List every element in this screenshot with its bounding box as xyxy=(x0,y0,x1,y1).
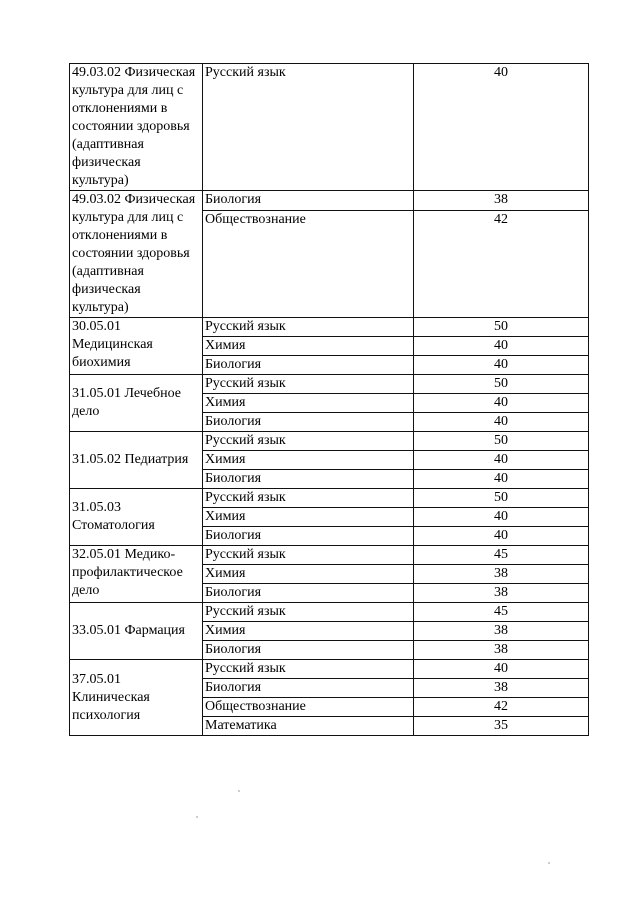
admission-scores-table xyxy=(69,63,589,736)
score-cell xyxy=(414,584,589,603)
score-cell xyxy=(414,660,589,679)
score-value: 35 xyxy=(494,718,508,733)
score-cell xyxy=(414,717,589,736)
subject-cell: Биология xyxy=(203,679,414,698)
subject-cell: Биология xyxy=(203,527,414,546)
subject-cell: Химия xyxy=(203,451,414,470)
score-cell xyxy=(414,508,589,527)
score-value: 40 xyxy=(494,65,508,80)
program-cell: 49.03.02 Физическая культура для лиц с отклонениями в состоянии здоровья (адаптивная физическая культура) xyxy=(70,191,203,318)
table-row xyxy=(70,191,589,211)
subject-cell: Биология xyxy=(203,356,414,375)
program-cell: 30.05.01 Медицинская биохимия xyxy=(70,318,203,375)
score-value: 40 xyxy=(494,338,508,353)
subject-cell: Химия xyxy=(203,565,414,584)
program-cell: 37.05.01 Клиническая психология xyxy=(70,660,203,736)
score-cell xyxy=(414,470,589,489)
score-value: 50 xyxy=(494,319,508,334)
score-value: 45 xyxy=(494,547,508,562)
table-row xyxy=(70,660,589,679)
score-cell xyxy=(414,489,589,508)
score-cell xyxy=(414,603,589,622)
score-value: 38 xyxy=(494,585,508,600)
score-value: 40 xyxy=(494,357,508,372)
program-cell: 49.03.02 Физическая культура для лиц с отклонениями в состоянии здоровья (адаптивная физическая культура) xyxy=(70,64,203,191)
subject-cell: Математика xyxy=(203,717,414,736)
table-row xyxy=(70,375,589,394)
score-value: 40 xyxy=(494,471,508,486)
score-cell xyxy=(414,191,589,211)
subject-cell: Обществознание xyxy=(203,698,414,717)
scan-speck xyxy=(196,816,198,818)
score-cell xyxy=(414,318,589,337)
score-value: 40 xyxy=(494,661,508,676)
score-value: 45 xyxy=(494,604,508,619)
program-cell: 31.05.01 Лечебное дело xyxy=(70,375,203,432)
score-cell xyxy=(414,679,589,698)
score-value: 38 xyxy=(494,566,508,581)
scan-speck xyxy=(548,862,550,864)
score-value: 42 xyxy=(494,699,508,714)
subject-cell: Русский язык xyxy=(203,432,414,451)
scan-speck xyxy=(238,790,240,792)
score-value: 40 xyxy=(494,509,508,524)
score-cell xyxy=(414,356,589,375)
score-value: 50 xyxy=(494,490,508,505)
score-value: 42 xyxy=(494,211,508,227)
subject-cell: Химия xyxy=(203,337,414,356)
score-cell xyxy=(414,375,589,394)
score-cell xyxy=(414,210,589,317)
score-value: 50 xyxy=(494,376,508,391)
score-value: 38 xyxy=(494,642,508,657)
score-value: 38 xyxy=(494,192,508,207)
score-cell xyxy=(414,641,589,660)
subject-cell: Русский язык xyxy=(203,660,414,679)
score-value: 40 xyxy=(494,452,508,467)
subject-cell: Биология xyxy=(203,191,414,211)
score-value: 50 xyxy=(494,433,508,448)
score-cell xyxy=(414,337,589,356)
subject-cell: Русский язык xyxy=(203,375,414,394)
subject-cell: Химия xyxy=(203,508,414,527)
table-row xyxy=(70,64,589,191)
subject-cell: Русский язык xyxy=(203,489,414,508)
score-cell xyxy=(414,432,589,451)
score-cell xyxy=(414,546,589,565)
program-cell: 32.05.01 Медико-профилактическое дело xyxy=(70,546,203,603)
table-row xyxy=(70,432,589,451)
subject-cell: Биология xyxy=(203,584,414,603)
score-cell xyxy=(414,64,589,191)
score-value: 38 xyxy=(494,623,508,638)
subject-cell: Русский язык xyxy=(203,318,414,337)
program-cell: 31.05.03 Стоматология xyxy=(70,489,203,546)
subject-cell: Биология xyxy=(203,413,414,432)
table-row xyxy=(70,603,589,622)
subject-cell: Биология xyxy=(203,641,414,660)
table-row xyxy=(70,546,589,565)
subject-cell: Русский язык xyxy=(203,64,414,191)
program-cell: 31.05.02 Педиатрия xyxy=(70,432,203,489)
subject-cell: Русский язык xyxy=(203,546,414,565)
score-value: 38 xyxy=(494,680,508,695)
subject-cell: Химия xyxy=(203,622,414,641)
score-value: 40 xyxy=(494,528,508,543)
program-cell: 33.05.01 Фармация xyxy=(70,603,203,660)
score-cell xyxy=(414,698,589,717)
subject-cell: Обществознание xyxy=(203,210,414,317)
table-row xyxy=(70,318,589,337)
subject-cell: Химия xyxy=(203,394,414,413)
score-cell xyxy=(414,413,589,432)
subject-cell: Биология xyxy=(203,470,414,489)
score-cell xyxy=(414,622,589,641)
score-cell xyxy=(414,451,589,470)
subject-cell: Русский язык xyxy=(203,603,414,622)
table-row xyxy=(70,489,589,508)
score-cell xyxy=(414,394,589,413)
score-cell xyxy=(414,565,589,584)
score-cell xyxy=(414,527,589,546)
score-value: 40 xyxy=(494,395,508,410)
score-value: 40 xyxy=(494,414,508,429)
